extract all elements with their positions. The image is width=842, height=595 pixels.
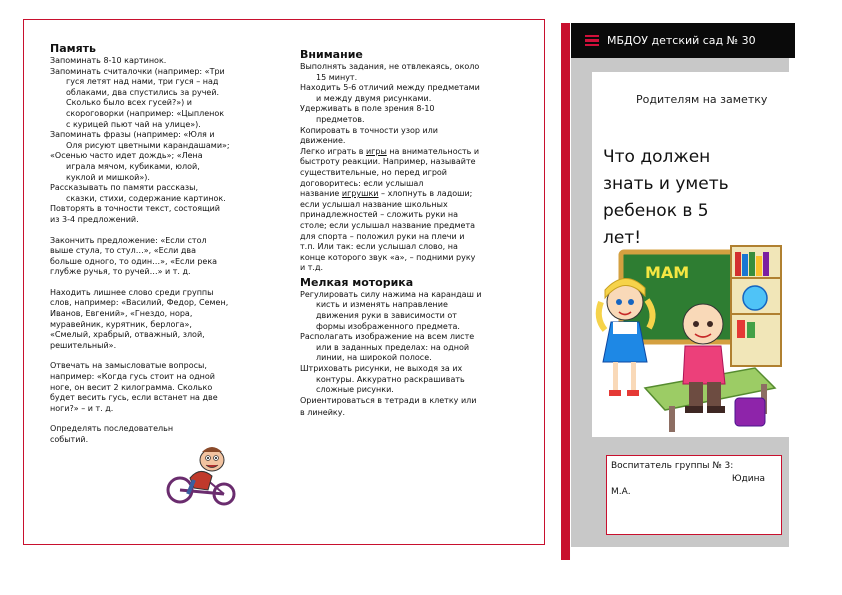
text-line: формы изображенного предмета. [316,321,460,331]
motor-heading: Мелкая моторика [300,275,414,289]
text-line: Рассказывать по памяти рассказы, [50,183,199,193]
memory-text [50,56,268,226]
text-line: и т.д. [300,263,324,273]
text-line: Легко играть в игры на внимательность и [300,146,480,156]
title-line: лет! [603,228,642,248]
text-line: куклой и мишкой»). [66,172,150,182]
text-line: «Осенью часто идет дождь»; «Лена [50,151,203,161]
text-line: договоритесь: если услышал [300,178,424,188]
teacher-info-box [606,455,782,535]
text-line: глубже ручья, то ручей…» и т. д. [50,267,191,277]
text-line: Находить 5-6 отличий между предметами [300,83,480,93]
text-line: Сколько было всех гусей?») и [66,98,192,108]
text-line: Копировать в точности узор или [300,125,438,135]
text-line: «Смелый, храбрый, отважный, злой, [50,330,205,340]
text-line: играла мячом, кубиками, юлой, [66,161,200,171]
text-line: Регулировать силу нажима на карандаш и [300,289,482,299]
text-line: ноги?» – и т. д. [50,403,114,413]
text-line: кисть и изменять направление [316,300,448,310]
finish-sentence-text [50,236,268,278]
text-line: название игрушки – хлопнуть в ладоши; [300,189,473,199]
text-line: линии, на широкой полосе. [316,353,432,363]
text-line: существительные, но перед игрой [300,167,447,177]
text-line: Отвечать на замысловатые вопросы, [50,361,207,371]
text-line: т.п. Или так: если услышал слово, на [300,242,458,252]
text-line: Повторять в точности текст, состоящий [50,204,221,214]
text-line: больше одного, то один…», «Если река [50,256,218,266]
kindergarten-title: МБДОУ детский сад № 30 [607,34,756,47]
text-line: в линейку. [300,408,346,418]
text-line: Запоминать считалочки (например: «Три [50,66,225,76]
text-line: если услышал название школьных [300,199,448,209]
text-line: ноге, он весит 2 килограмма. Сколько [50,382,213,392]
text-line: гуся летят над нами, три гуся – над [66,77,219,87]
text-line: Закончить предложение: «Если стол [50,235,207,245]
text-line: предметов. [316,114,365,124]
text-line: решительный». [50,340,117,350]
text-line: будет весить гусь, если встанет на две [50,393,218,403]
text-line: 15 минут. [316,72,358,82]
menu-icon [585,35,599,47]
text-line: из 3-4 предложений. [50,214,139,224]
text-line: для спорта – положил руки на плечи и [300,231,465,241]
text-line: скороговорки (например: «Цыпленок [66,108,225,118]
text-line: Удерживать в поле зрения 8-10 [300,104,435,114]
kids-classroom-illustration [585,238,785,434]
text-line: муравейник, курятник, берлога», [50,319,192,329]
cyclist-illustration [160,438,242,508]
text-line: Штриховать рисунки, не выходя за их [300,364,463,374]
teacher-surname: Юдина [731,474,765,484]
attention-heading: Внимание [300,48,363,61]
title-line: ребенок в 5 [603,201,709,221]
text-line: Выполнять задания, не отвлекаясь, около [300,62,480,71]
text-line: выше стула, то стул…», «Если два [50,246,197,256]
text-line: событий. [50,435,89,444]
text-line: Запоминать 8-10 картинок. [50,56,167,65]
board-word: МАМ [645,263,690,282]
text-line: Располагать изображение на всем листе [300,332,475,342]
text-line: быстроту реакции. Например, называйте [300,157,476,167]
text-line: и между двумя рисунками. [316,93,432,103]
parents-note: Родителям на заметку [636,93,768,106]
teacher-label: Воспитатель группы № 3: [611,461,734,471]
title-line: Что должен [603,147,711,167]
games-link[interactable]: игры [365,146,387,156]
attention-column [300,48,520,419]
text-line: движения руки в зависимости от [316,311,457,321]
text-line: Ориентироваться в тетради в клетку или [300,395,477,405]
text-line: Оля рисуют цветными карандашами»; [66,140,230,150]
text-line: например: «Когда гусь стоит на одной [50,372,215,382]
text-line: Запоминать фразы (например: «Юля и [50,130,215,140]
text-line: слов, например: «Василий, Федор, Семен, [50,298,229,308]
text-line: с курицей пьют чай на улице»). [66,119,201,129]
cover-title [603,144,753,252]
teacher-initials: М.А. [611,487,631,497]
text-line: столе; если услышал название предмета [300,220,476,230]
text-line: сложные рисунки. [316,385,394,395]
text-line: контуры. Аккуратно раскрашивать [316,374,465,384]
text-line: Иванов, Евгений», «Гнездо, нора, [50,309,193,319]
text-line: движение. [300,136,346,146]
title-line: знать и уметь [603,174,729,194]
cover-header [571,23,795,58]
text-line: принадлежностей – сложить руки на [300,210,459,220]
text-line: или в заданных пределах: на одной [316,342,470,352]
memory-heading: Память [50,42,97,55]
text-line: Определять последовательн [50,424,174,434]
text-line: Находить лишнее слово среди группы [50,287,214,297]
text-line: сказки, стихи, содержание картинок. [66,193,226,203]
toys-link[interactable]: игрушки [341,189,379,199]
text-line: конце которого звук «а», – подними руку [300,252,476,262]
extra-word-text [50,288,268,352]
text-line: облаками, два спустились за ручей. [66,87,220,97]
riddle-text [50,361,268,414]
accent-red-bar [561,23,570,560]
memory-column [50,42,268,446]
